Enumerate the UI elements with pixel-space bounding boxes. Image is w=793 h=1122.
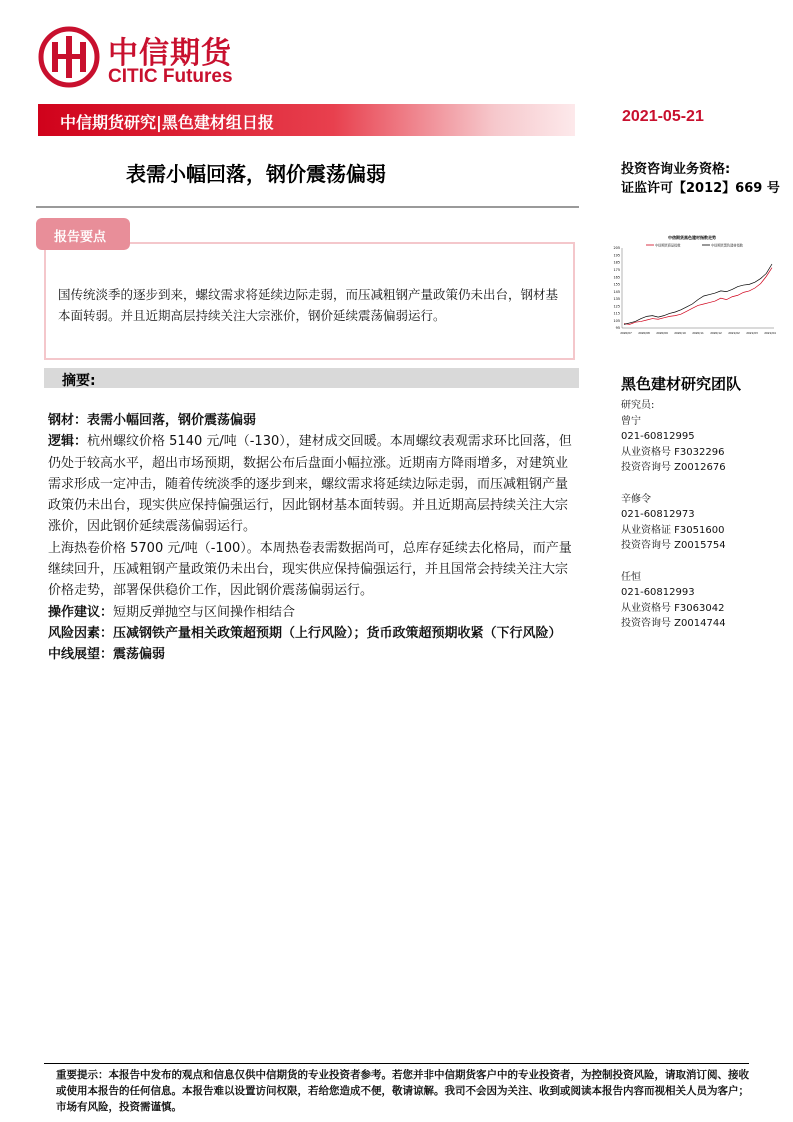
y-tick-label: 155 xyxy=(613,282,620,287)
y-tick-label: 95 xyxy=(615,326,620,331)
y-tick-label: 125 xyxy=(613,304,620,309)
abstract-header xyxy=(44,368,579,388)
index-trend-chart xyxy=(606,230,778,340)
chart-title: 中信期货黑色建材指数走势 xyxy=(668,235,716,240)
series-line xyxy=(624,264,772,324)
x-tick-label: 2020/11 xyxy=(692,331,704,335)
title-divider xyxy=(36,206,579,208)
member-name: 任恒 xyxy=(621,571,641,583)
legend-label: 中信期货商品指数 xyxy=(655,243,681,248)
x-tick-label: 2021/03 xyxy=(746,331,758,335)
report-date: 2021-05-21 xyxy=(622,108,704,125)
qualification-label: 投资咨询业务资格: xyxy=(621,162,731,177)
report-title: 表需小幅回落，钢价震荡偏弱 xyxy=(126,162,386,186)
team-member xyxy=(621,492,781,554)
member-cert: 投资咨询号 Z0015754 xyxy=(621,540,726,551)
member-cert: 从业资格号 F3032296 xyxy=(621,446,725,458)
y-tick-label: 205 xyxy=(613,246,620,251)
team-list xyxy=(621,398,781,648)
team-title: 黑色建材研究团队 xyxy=(621,375,742,393)
brand-name-en: CITIC Futures xyxy=(108,66,233,87)
disclaimer: 重要提示：本报告中发布的观点和信息仅供中信期货的专业投资者参考。若您并非中信期货客户中的专业投资者，为控制投资风险，请取消订阅、接收或使用本报告的任何信息。本报告难以设置访问权限，若给您造成不便，敬请谅解。我司不会因为关注、收到或阅读本报告内容而视相关人员为客户；市场有风险，投资需谨慎。 xyxy=(56,1069,749,1113)
member-cert: 投资咨询号 Z0014744 xyxy=(621,618,726,629)
x-tick-label: 2020/07 xyxy=(620,331,632,335)
y-tick-label: 185 xyxy=(613,260,620,265)
y-tick-label: 115 xyxy=(613,311,620,316)
y-tick-label: 135 xyxy=(613,297,620,302)
citic-logo-icon xyxy=(38,26,100,88)
outlook-paragraph: 中线展望：震荡偏弱 xyxy=(48,647,166,663)
member-cert: 从业资格号 F3063042 xyxy=(621,602,725,614)
y-tick-label: 195 xyxy=(613,253,620,258)
member-cert: 从业资格证 F3051600 xyxy=(621,524,725,536)
logic-label: 逻辑： xyxy=(48,434,88,450)
member-phone: 021-60812995 xyxy=(621,431,695,442)
footer-divider xyxy=(44,1063,749,1064)
y-tick-label: 175 xyxy=(613,268,620,273)
summary-text: 国传统淡季的逐步到来，螺纹需求将延续边际走弱，而压减粗钢产量政策仍未出台，钢材基本面转弱。并且近期高层持续关注大宗涨价，钢价延续震荡偏弱运行。 xyxy=(58,287,559,323)
x-tick-label: 2020/08 xyxy=(638,331,650,335)
summary-tab-label: 报告要点 xyxy=(54,230,107,245)
abstract-label: 摘要: xyxy=(62,373,96,389)
x-tick-label: 2021/04 xyxy=(764,331,776,335)
member-name: 辛修令 xyxy=(621,493,651,505)
qualification-license: 证监许可【2012】669 号 xyxy=(621,181,780,196)
report-header-bar xyxy=(38,104,575,136)
legend-label: 中信期货黑色建材指数 xyxy=(711,243,743,248)
team-member xyxy=(621,570,781,632)
x-tick-label: 2021/02 xyxy=(728,331,740,335)
team-role: 研究员: xyxy=(621,400,655,411)
operation-paragraph xyxy=(48,602,576,623)
team-member xyxy=(621,414,781,476)
x-tick-label: 2020/12 xyxy=(710,331,722,335)
brand-name-cn: 中信期货 xyxy=(108,36,232,71)
y-tick-label: 165 xyxy=(613,275,620,280)
operation-text: 短期反弹抛空与区间操作相结合 xyxy=(113,604,296,620)
member-cert: 投资咨询号 Z0012676 xyxy=(621,462,726,473)
summary-box xyxy=(44,242,575,360)
report-series-label: 中信期货研究|黑色建材组日报 xyxy=(60,113,274,132)
series-line xyxy=(624,268,772,325)
member-phone: 021-60812993 xyxy=(621,587,695,598)
x-tick-label: 2020/10 xyxy=(674,331,686,335)
hot-coil-paragraph: 上海热卷价格 5700 元/吨（-100）。本周热卷表需数据尚可，总库存延续去化格局，而产量继续回升，压减粗钢产量政策仍未出台，现实供应保持偏强运行，并且国常会持续关注大宗价格走势，部署保供稳价工作，因此钢价震荡偏弱运行。 xyxy=(48,540,572,599)
risk-paragraph: 风险因素：压减钢铁产量相关政策超预期（上行风险）；货币政策超预期收紧（下行风险） xyxy=(48,625,562,641)
logic-text: 杭州螺纹价格 5140 元/吨（-130），建材成交回暖。本周螺纹表观需求环比回落，但仍处于较高水平，超出市场预期，数据公布后盘面小幅拉涨。近期南方降雨增多，对建筑业需求形成一定冲击，随着传统淡季的逐步到来，螺纹需求将延续边际走弱，而压减粗钢产量政策仍未出台，现实供应保持偏强运行，因此钢材基本面转弱。并且近期高层持续关注大宗涨价，因此钢价延续震荡偏弱运行。 xyxy=(48,434,572,535)
logic-paragraph xyxy=(48,431,576,537)
summary-tab xyxy=(36,218,130,250)
steel-heading: 钢材：表需小幅回落，钢价震荡偏弱 xyxy=(48,413,257,428)
operation-label: 操作建议： xyxy=(48,604,114,620)
member-name: 曾宁 xyxy=(621,415,641,427)
x-tick-label: 2020/09 xyxy=(656,331,668,335)
y-tick-label: 105 xyxy=(613,318,620,323)
abstract-body xyxy=(48,410,576,666)
citic-logo xyxy=(38,26,248,92)
member-phone: 021-60812973 xyxy=(621,509,695,520)
y-tick-label: 145 xyxy=(613,289,620,294)
